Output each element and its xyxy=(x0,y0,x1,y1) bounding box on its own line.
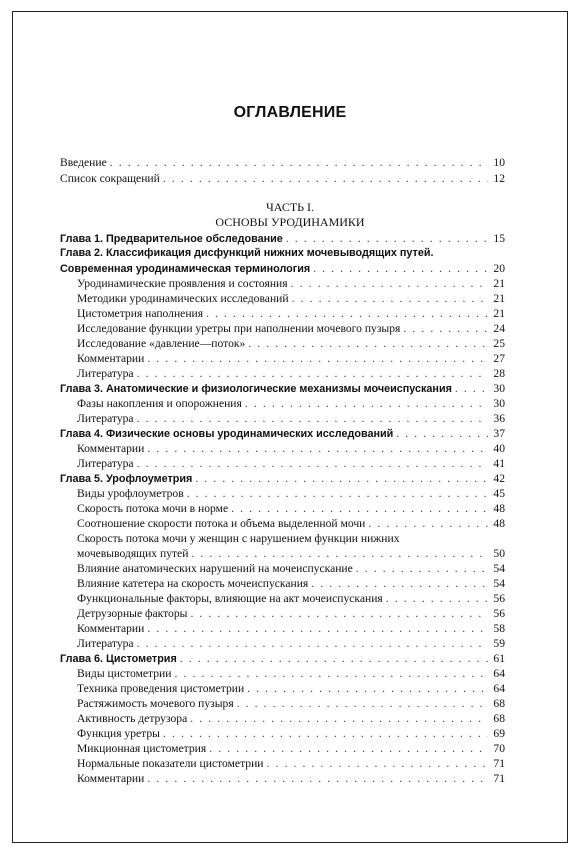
toc-entry-page: 56 xyxy=(493,607,505,620)
toc-entry-label: Список сокращений xyxy=(60,172,160,185)
toc-chapter-label: Глава 6. Цистометрия xyxy=(60,653,177,665)
toc-entry[interactable] xyxy=(77,696,505,711)
dot-leader xyxy=(266,756,488,771)
toc-entry-page: 25 xyxy=(493,337,505,350)
toc-entry-label: Цистометрия наполнения xyxy=(77,307,204,320)
toc-entry[interactable] xyxy=(77,666,505,681)
dot-leader xyxy=(187,486,488,501)
dot-leader xyxy=(245,396,488,411)
toc-entry[interactable] xyxy=(77,681,505,696)
dot-leader xyxy=(180,651,488,666)
toc-entry-page: 10 xyxy=(493,156,505,169)
toc-chapter-6[interactable] xyxy=(60,651,505,666)
toc-entry[interactable] xyxy=(77,591,505,606)
toc-chapter-label: Глава 1. Предварительное обследование xyxy=(60,233,283,245)
toc-entry-page: 12 xyxy=(493,172,505,185)
toc-entry[interactable] xyxy=(77,711,505,726)
dot-leader xyxy=(286,231,488,246)
toc-entry[interactable] xyxy=(77,351,505,366)
toc-entry[interactable] xyxy=(60,171,505,186)
toc-entry[interactable] xyxy=(77,321,505,336)
toc-entry-page: 30 xyxy=(493,397,505,410)
dot-leader xyxy=(137,366,488,381)
toc-entry[interactable] xyxy=(77,486,505,501)
dot-leader xyxy=(356,561,488,576)
toc-entry-label: Комментарии xyxy=(77,772,145,785)
toc-entry[interactable] xyxy=(77,396,505,411)
toc-entry-label: Литература xyxy=(77,457,134,470)
toc-entry-page: 56 xyxy=(493,592,505,605)
toc-entry-label: Литература xyxy=(77,367,134,380)
toc-entry[interactable] xyxy=(77,621,505,636)
dot-leader xyxy=(147,771,488,786)
toc-entry-label: Детрузорные факторы xyxy=(77,607,188,620)
toc-entry-label: Исследование «давление—поток» xyxy=(77,337,246,350)
toc-entry-page: 24 xyxy=(493,322,505,335)
toc-entry[interactable] xyxy=(77,336,505,351)
toc-entry-label: Нормальные показатели цистометрии xyxy=(77,757,264,770)
toc-entry-label: Комментарии xyxy=(77,442,145,455)
toc-entry-page: 48 xyxy=(493,502,505,515)
toc-chapter-3[interactable] xyxy=(60,381,505,396)
toc-entry-page: 59 xyxy=(493,637,505,650)
toc-entry-label: Комментарии xyxy=(77,352,145,365)
toc-entry-label: Скорость потока мочи в норме xyxy=(77,502,229,515)
toc-chapter-page: 42 xyxy=(493,472,505,485)
toc-entry-label: Литература xyxy=(77,412,134,425)
toc-entry-label: Соотношение скорости потока и объема выделенной мочи xyxy=(77,517,366,530)
toc-entry-page: 64 xyxy=(493,667,505,680)
toc-entry[interactable] xyxy=(77,306,505,321)
toc-entry-page: 41 xyxy=(493,457,505,470)
toc-chapter-label: Современная уродинамическая терминология xyxy=(60,263,311,275)
toc-chapter-label: Глава 5. Урофлоуметрия xyxy=(60,473,193,485)
toc-entry-label: Методики уродинамических исследований xyxy=(77,292,289,305)
toc-entry-page: 45 xyxy=(493,487,505,500)
dot-leader xyxy=(396,426,488,441)
toc-entry-label: Влияние катетера на скорость мочеиспускания xyxy=(77,577,309,590)
toc-chapter-2-line1[interactable]: Глава 2. Классификация дисфункций нижних мочевыводящих путей. xyxy=(60,247,434,259)
dot-leader xyxy=(291,276,488,291)
toc-chapter-page: 30 xyxy=(493,382,505,395)
toc-entry-page: 68 xyxy=(493,697,505,710)
dot-leader xyxy=(195,471,488,486)
dot-leader xyxy=(137,456,488,471)
toc-entry[interactable] xyxy=(77,546,505,561)
dot-leader xyxy=(110,155,488,170)
toc-entry-label: Литература xyxy=(77,637,134,650)
toc-chapter-label: Глава 3. Анатомические и физиологические механизмы мочеиспускания xyxy=(60,383,452,395)
toc-entry-page: 40 xyxy=(493,442,505,455)
dot-leader xyxy=(147,441,488,456)
toc-chapter-5[interactable] xyxy=(60,471,505,486)
dot-leader xyxy=(163,171,488,186)
toc-entry-label: Функция уретры xyxy=(77,727,160,740)
part-number: ЧАСТЬ I. xyxy=(265,200,315,214)
toc-entry-page: 36 xyxy=(493,412,505,425)
toc-entry-label: Уродинамические проявления и состояния xyxy=(77,277,288,290)
dot-leader xyxy=(147,351,488,366)
toc-entry-page: 64 xyxy=(493,682,505,695)
toc-chapter-1[interactable] xyxy=(60,231,505,246)
dot-leader xyxy=(311,576,488,591)
toc-entry[interactable] xyxy=(77,726,505,741)
toc-entry-label: Функциональные факторы, влияющие на акт мочеиспускания xyxy=(77,592,383,605)
toc-entry[interactable] xyxy=(77,756,505,771)
toc-entry-label: Виды урофлоуметров xyxy=(77,487,184,500)
toc-entry-page: 21 xyxy=(493,292,505,305)
toc-entry-line1[interactable]: Скорость потока мочи у женщин с нарушением функции нижних xyxy=(77,532,400,545)
toc-entry-page: 50 xyxy=(493,547,505,560)
toc-entry-page: 21 xyxy=(493,277,505,290)
toc-entry[interactable] xyxy=(77,516,505,531)
toc-entry-label: Техника проведения цистометрии xyxy=(77,682,245,695)
dot-leader xyxy=(137,411,488,426)
toc-entry-label: Активность детрузора xyxy=(77,712,188,725)
dot-leader xyxy=(209,741,488,756)
dot-leader xyxy=(237,696,488,711)
toc-entry[interactable] xyxy=(77,606,505,621)
toc-entry-label: мочевыводящих путей xyxy=(77,547,189,560)
toc-entry[interactable] xyxy=(77,771,505,786)
toc-entry-label: Фазы накопления и опорожнения xyxy=(77,397,242,410)
toc-chapter-page: 15 xyxy=(493,232,505,245)
toc-entry[interactable] xyxy=(77,561,505,576)
toc-entry[interactable] xyxy=(77,576,505,591)
dot-leader xyxy=(313,261,488,276)
toc-entry[interactable] xyxy=(77,636,505,651)
toc-entry-label: Комментарии xyxy=(77,622,145,635)
toc-chapter-page: 37 xyxy=(493,427,505,440)
toc-entry[interactable] xyxy=(77,456,505,471)
toc-entry-page: 70 xyxy=(493,742,505,755)
toc-entry-label: Растяжимость мочевого пузыря xyxy=(77,697,234,710)
toc-entry-label: Исследование функции уретры при наполнении мочевого пузыря xyxy=(77,322,401,335)
toc-entry[interactable] xyxy=(77,741,505,756)
toc-entry-page: 28 xyxy=(493,367,505,380)
toc-entry-page: 71 xyxy=(493,772,505,785)
toc-entry[interactable] xyxy=(77,501,505,516)
part-name: ОСНОВЫ УРОДИНАМИКИ xyxy=(215,215,365,229)
dot-leader xyxy=(292,291,488,306)
toc-entry-page: 58 xyxy=(493,622,505,635)
toc-chapter-2[interactable] xyxy=(60,261,505,276)
dot-leader xyxy=(191,546,488,561)
toc-entry[interactable] xyxy=(60,155,505,170)
dot-leader xyxy=(174,666,488,681)
dot-leader xyxy=(206,306,488,321)
dot-leader xyxy=(137,636,488,651)
toc-entry[interactable] xyxy=(77,366,505,381)
toc-entry[interactable] xyxy=(77,411,505,426)
toc-entry-label: Влияние анатомических нарушений на мочеиспускание xyxy=(77,562,353,575)
toc-entry-label: Микционная цистометрия xyxy=(77,742,207,755)
dot-leader xyxy=(248,336,488,351)
dot-leader xyxy=(403,321,488,336)
page-title: ОГЛАВЛЕНИЕ xyxy=(233,104,347,121)
toc-entry-page: 21 xyxy=(493,307,505,320)
dot-leader xyxy=(231,501,488,516)
toc-chapter-page: 61 xyxy=(493,652,505,665)
dot-leader xyxy=(247,681,488,696)
toc-chapter-page: 20 xyxy=(493,262,505,275)
dot-leader xyxy=(386,591,488,606)
toc-chapter-4[interactable] xyxy=(60,426,505,441)
toc-entry-page: 54 xyxy=(493,562,505,575)
toc-entry-page: 68 xyxy=(493,712,505,725)
toc-entry-label: Виды цистометрии xyxy=(77,667,172,680)
toc-entry-page: 48 xyxy=(493,517,505,530)
toc-entry-page: 69 xyxy=(493,727,505,740)
toc-entry-page: 71 xyxy=(493,757,505,770)
toc-entry[interactable] xyxy=(77,441,505,456)
toc-entry[interactable] xyxy=(77,291,505,306)
dot-leader xyxy=(163,726,488,741)
dot-leader xyxy=(368,516,488,531)
dot-leader xyxy=(147,621,488,636)
toc-entry[interactable] xyxy=(77,276,505,291)
toc-entry-page: 54 xyxy=(493,577,505,590)
dot-leader xyxy=(455,381,488,396)
toc-entry-label: Введение xyxy=(60,156,107,169)
dot-leader xyxy=(190,606,488,621)
toc-entry-page: 27 xyxy=(493,352,505,365)
dot-leader xyxy=(190,711,488,726)
toc-chapter-label: Глава 4. Физические основы уродинамических исследований xyxy=(60,428,394,440)
